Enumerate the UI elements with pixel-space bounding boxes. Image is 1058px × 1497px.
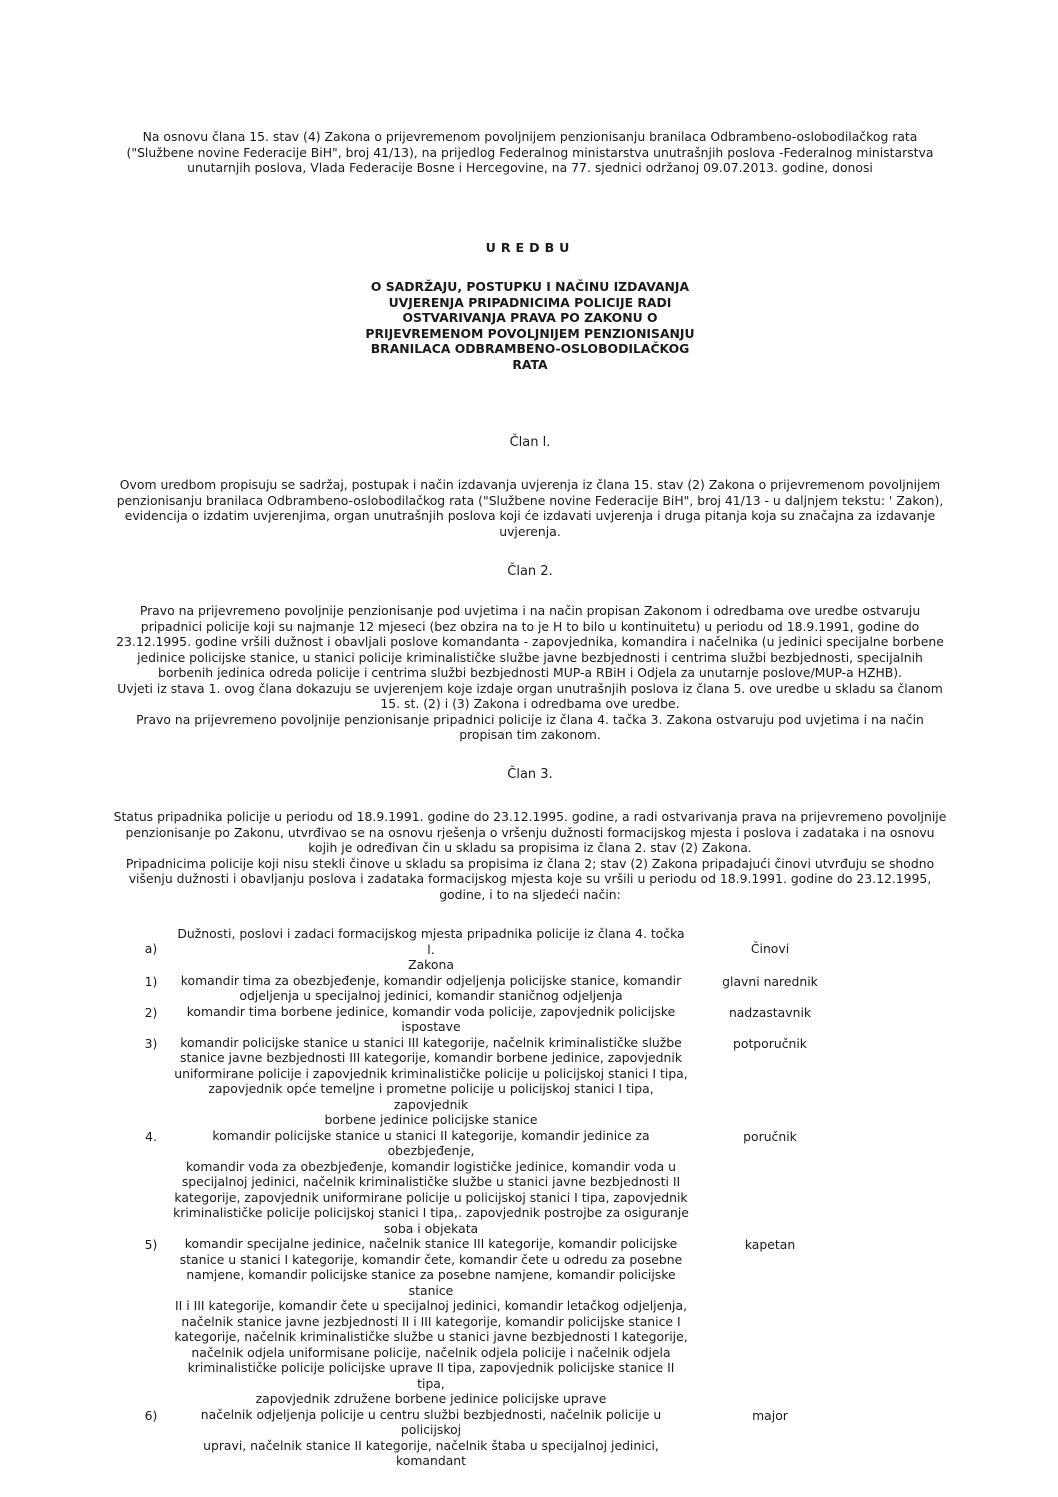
document-title (100, 240, 960, 256)
row-duties-line: kriminalističke policije policijskoj stanici I tipa,. zapovjednik postrojbe za osiguranje (173, 1205, 689, 1220)
preamble-line: Na osnovu člana 15. stav (4) Zakona o prijevremenom povoljnijem penzionisanju branilaca Odbrambeno-oslobodilačkog rata (142, 129, 918, 144)
row-duties-line: komandir policijske stanice u stanici II kategorije, komandir jedinice za obezbjeđenje, (212, 1127, 650, 1158)
article-3-heading-text: Član 3. (507, 767, 553, 782)
table-row (130, 1236, 850, 1407)
header-ranks: Činovi (750, 940, 790, 956)
row-number: 2) (144, 1004, 158, 1020)
row-duties-line: odjeljenja u specijalnoj jedinici, komandir staničnog odjeljenja (239, 988, 623, 1003)
article-3-heading (100, 767, 960, 783)
row-duties-line: načelnik stanice javne jezbjednosti II i III kategorije, komandir policijske stanice I (181, 1313, 681, 1329)
table-row (130, 1128, 850, 1237)
row-number: 3) (144, 1035, 158, 1051)
row-rank: major (752, 1407, 788, 1423)
row-number: 6) (144, 1407, 158, 1423)
article-2-line: Pravo na prijevremeno povoljnije penzionisanje pripadnici policije iz člana 4. tačka 3. Zakona ostvaruju pod uvjetima i na način (136, 711, 924, 727)
row-duties-line: načelnik odjela uniformisane policije, načelnik odjela policije i načelnik odjela (191, 1344, 671, 1360)
article-2-line: pripadnici policije koji su najmanje 12 mjeseci (bez obzira na to je H to bilo u kontinuitetu) u periodu od 18.9.1991, godine do (140, 618, 920, 634)
article-1-line: penzionisanju branilaca Odbrambeno-oslobodilačkog rata ("Službene novine Federacije BiH", broj 41/13 - u daljnjem tekstu: ' Zakon), (116, 492, 944, 508)
row-duties-line: zapovjednik opće temeljne i prometne policije u policijskoj stanici I tipa, zapovjednik (208, 1081, 654, 1112)
row-duties-line: kategorije, zapovjednik uniformirane policije u policijskoj stanici I tipa, zapovjednik (174, 1189, 688, 1205)
subtitle-line: OSTVARIVANJA PRAVA PO ZAKONU O (402, 310, 658, 325)
table-header-row (130, 924, 850, 973)
subtitle-line: O SADRŽAJU, POSTUPKU I NAČINU IZDAVANJA (370, 279, 690, 294)
article-3-line: kojih je određivan čin u skladu sa propisima iz člana 2. stav (2) Zakona. (308, 840, 752, 855)
article-3-line: penzionisanje po Zakonu, utvrđivao se na osnovu rješenja o vršenju dužnosti formacijskog mjesta i poslova i zadataka i na osnovu (125, 824, 935, 840)
article-3-body (100, 809, 960, 902)
article-1-line: uvjerenja. (499, 523, 561, 539)
row-duties-line: stanice javne bezbjednosti III kategorije, komandir borbene jedinice, zapovjednik (179, 1050, 682, 1065)
table-row (130, 1004, 850, 1035)
row-number: 1) (144, 973, 158, 989)
header-duties-line: Dužnosti, poslovi i zadaci formacijskog mjesta pripadnika policije iz člana 4. točka l. (177, 926, 685, 957)
row-rank: kapetan (744, 1237, 796, 1252)
article-2-line: borbenih jedinica odreda policije i centrima službi bezbjednosti MUP-a RBiH i Odjela za unutarnje poslove/MUP-a HZHB). (157, 665, 903, 680)
row-duties (172, 973, 690, 1004)
row-duties-line: upravi, načelnik stanice II kategorije, načelnik štaba u specijalnoj jedinici, komandant (203, 1437, 659, 1468)
article-3-line: godine, i to na sljedeći način: (439, 886, 621, 902)
row-duties (172, 1236, 690, 1407)
article-2-line: jedinice policijske stanice, u stanici policije kriminalističke službe javne bezbjednosti i centrima službi bezbjednosti, specijalnih (137, 649, 923, 665)
table-row (130, 973, 850, 1004)
header-duties (172, 924, 690, 973)
row-duties (172, 1035, 690, 1128)
row-rank: potporučnik (733, 1035, 807, 1051)
article-2-line: 15. st. (2) i (3) Zakona i odredbama ove uredbe. (380, 696, 680, 711)
row-duties-line: kategorije, načelnik kriminalističke službe u stanici javne bezbjednosti I kategorije, (174, 1329, 688, 1344)
preamble (100, 129, 960, 176)
article-3-line: Status pripadnika policije u periodu od 18.9.1991. godine do 23.12.1995. godine, a radi ostvarivanja prava na prijevremeno povoljnije (113, 809, 947, 824)
row-duties-line: stanice u stanici I kategorije, komandir čete, komandir čete u odredu za posebne (179, 1251, 683, 1267)
row-duties-line: soba i objekata (383, 1220, 479, 1236)
row-duties-line: komandir policijske stanice u stanici III kategorije, načelnik kriminalističke službe (180, 1034, 682, 1050)
subtitle-line: RATA (512, 356, 548, 372)
row-duties-line: namjene, komandir policijske stanice za posebne namjene, komandir policijske stanice (186, 1267, 676, 1298)
row-duties-line: specijalnoj jedinici, načelnik kriminalističke službe u stanici javne bezbjednosti II (181, 1174, 681, 1189)
article-2-heading (100, 564, 960, 580)
row-duties-line: II i III kategorije, komandir čete u specijalnoj jedinici, komandir letačkog odjeljenja, (174, 1298, 688, 1313)
subtitle-line: UVJERENJA PRIPADNICIMA POLICIJE RADI (388, 294, 672, 310)
row-duties-line: uniformirane policije i zapovjednik kriminalističke policije u policijskoj stanici I tipa, (174, 1065, 688, 1081)
row-duties-line: komandir voda za obezbjeđenje, komandir logističke jedinice, komandir voda u (186, 1158, 676, 1174)
table-row (130, 1035, 850, 1128)
preamble-line: ("Službene novine Federacije BiH", broj 41/13), na prijedlog Federalnog ministarstva unutrašnjih poslova -Federalnog ministarstva (126, 144, 934, 160)
row-rank: poručnik (743, 1128, 797, 1144)
article-2-line: propisan tim zakonom. (459, 727, 601, 742)
article-3-line: višenju dužnosti i obavljanju poslova i zadataka formacijskog mjesta koje su vršili u periodu od 18.9.1991. godine do 23.12.1995, (128, 871, 932, 886)
subtitle-line: BRANILACA ODBRAMBENO-OSLOBODILAČKOG (370, 341, 690, 356)
article-3-line: Pripadnicima policije koji nisu stekli činove u skladu sa propisima iz člana 2; stav (2) Zakona pripadajući činovi utvrđuju se shodno (125, 855, 935, 871)
header-number: a) (144, 940, 158, 956)
row-duties-line: ispostave (401, 1019, 461, 1034)
article-1-heading-text: Član l. (509, 435, 551, 450)
article-2-line: Pravo na prijevremeno povoljnije penzionisanje pod uvjetima i na način propisan Zakonom i odredbama ove uredbe ostvaruju (139, 603, 921, 618)
article-1-heading (100, 435, 960, 451)
row-duties-line: borbene jedinice policijske stanice (324, 1112, 538, 1127)
row-number: 4. (145, 1128, 157, 1144)
article-1-body (100, 477, 960, 539)
preamble-line: unutarnjih poslova, Vlada Federacije Bosne i Hercegovine, na 77. sjednici održanoj 09.07.2013. godine, donosi (187, 160, 873, 175)
row-duties (172, 1128, 690, 1237)
document-title-text: UREDBU (485, 240, 575, 255)
header-duties-line: Zakona (408, 957, 454, 972)
article-2-heading-text: Član 2. (507, 564, 553, 579)
table-row (130, 1407, 850, 1469)
document-subtitle (280, 279, 780, 372)
row-duties-line: komandir specijalne jedinice, načelnik stanice III kategorije, komandir policijske (184, 1236, 678, 1251)
article-2-line: Uvjeti iz stava 1. ovog člana dokazuju se uvjerenjem koje izdaje organ unutrašnjih poslova iz člana 5. ove uredbe u skladu sa članom (117, 680, 943, 696)
row-duties-line: zapovjednik združene borbene jedinice policijske uprave (255, 1391, 607, 1406)
row-duties-line: komandir tima za obezbjeđenje, komandir odjeljenja policijske stanice, komandir (180, 972, 682, 988)
row-number: 5) (144, 1237, 158, 1252)
ranks-table (130, 924, 850, 1469)
article-1-line: Ovom uredbom propisuju se sadržaj, postupak i način izdavanja uvjerenja iz člana 15. stav (2) Zakona o prijevremenom povoljnijem (119, 477, 941, 492)
article-2-body (100, 603, 960, 743)
row-duties-line: komandir tima borbene jedinice, komandir voda policije, zapovjednik policijske (186, 1003, 676, 1019)
row-rank: glavni narednik (722, 973, 818, 989)
row-duties (172, 1407, 690, 1469)
row-rank: nadzastavnik (728, 1004, 812, 1020)
row-duties-line: kriminalističke policije policijske uprave II tipa, zapovjednik policijske stanice II tipa, (187, 1360, 675, 1391)
row-duties-line: načelnik odjeljenja policije u centru službi bezbjednosti, načelnik policije u policijskoj (200, 1406, 662, 1437)
row-duties (172, 1004, 690, 1035)
subtitle-line: PRIJEVREMENOM POVOLJNIJEM PENZIONISANJU (365, 325, 695, 341)
article-1-line: evidencija o izdatim uvjerenjima, organ unutrašnjih poslova koji će izdavati uvjerenja i druga pitanja koja su značajna za izdavanje (124, 508, 936, 523)
article-2-line: 23.12.1995. godine vršili dužnost i obavljali poslove komandanta - zapovjednika, komandira i načelnika (u jedinici specijalne borbene (116, 634, 944, 649)
